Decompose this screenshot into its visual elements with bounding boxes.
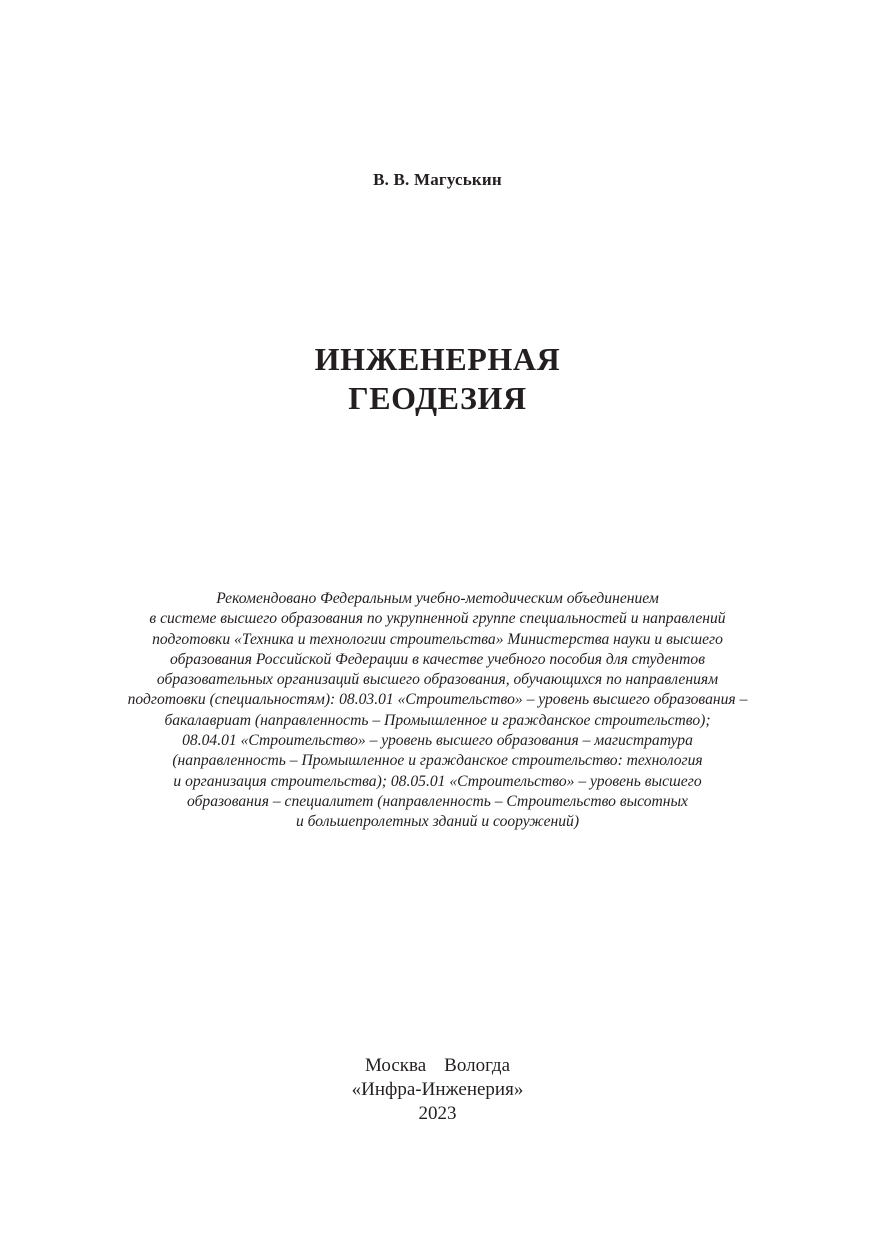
city-vologda: Вологда	[444, 1055, 511, 1076]
recommendation-line: в системе высшего образования по укрупненной группе специальностей и направлений	[149, 610, 726, 628]
recommendation-line: образования Российской Федерации в качестве учебного пособия для студентов	[170, 650, 705, 668]
city-moscow: Москва	[364, 1055, 427, 1076]
publication-year: 2023	[418, 1103, 457, 1124]
publisher-name: «Инфра-Инженерия»	[351, 1079, 524, 1100]
recommendation-line: образовательных организаций высшего образования, обучающихся по направлениям	[156, 671, 719, 689]
imprint-block	[0, 1054, 875, 1126]
recommendation-line: (направленность – Промышленное и гражданское строительство: технология	[172, 752, 703, 770]
author-name: В. В. Магуськин	[373, 170, 502, 189]
book-title-line: ИНЖЕНЕРНАЯ	[314, 341, 561, 377]
book-title-line: ГЕОДЕЗИЯ	[348, 380, 527, 416]
recommendation-line: 08.04.01 «Строительство» – уровень высшего образования – магистратура	[182, 732, 693, 750]
recommendation-block	[60, 589, 815, 833]
recommendation-line: бакалавриат (направленность – Промышленное и гражданское строительство);	[164, 711, 711, 729]
publication-cities	[0, 1054, 875, 1078]
recommendation-line: и большепролетных зданий и сооружений)	[295, 813, 580, 831]
recommendation-line: Рекомендовано Федеральным учебно-методическим объединением	[216, 590, 659, 607]
recommendation-line: и организация строительства); 08.05.01 «Строительство» – уровень высшего	[173, 772, 702, 790]
recommendation-line: образования – специалитет (направленность – Строительство высотных	[187, 792, 688, 810]
book-title	[0, 340, 875, 418]
recommendation-line: подготовки (специальностям): 08.03.01 «Строительство» – уровень высшего образования –	[127, 691, 748, 709]
recommendation-line: подготовки «Техника и технологии строительства» Министерства науки и высшего	[152, 630, 723, 648]
